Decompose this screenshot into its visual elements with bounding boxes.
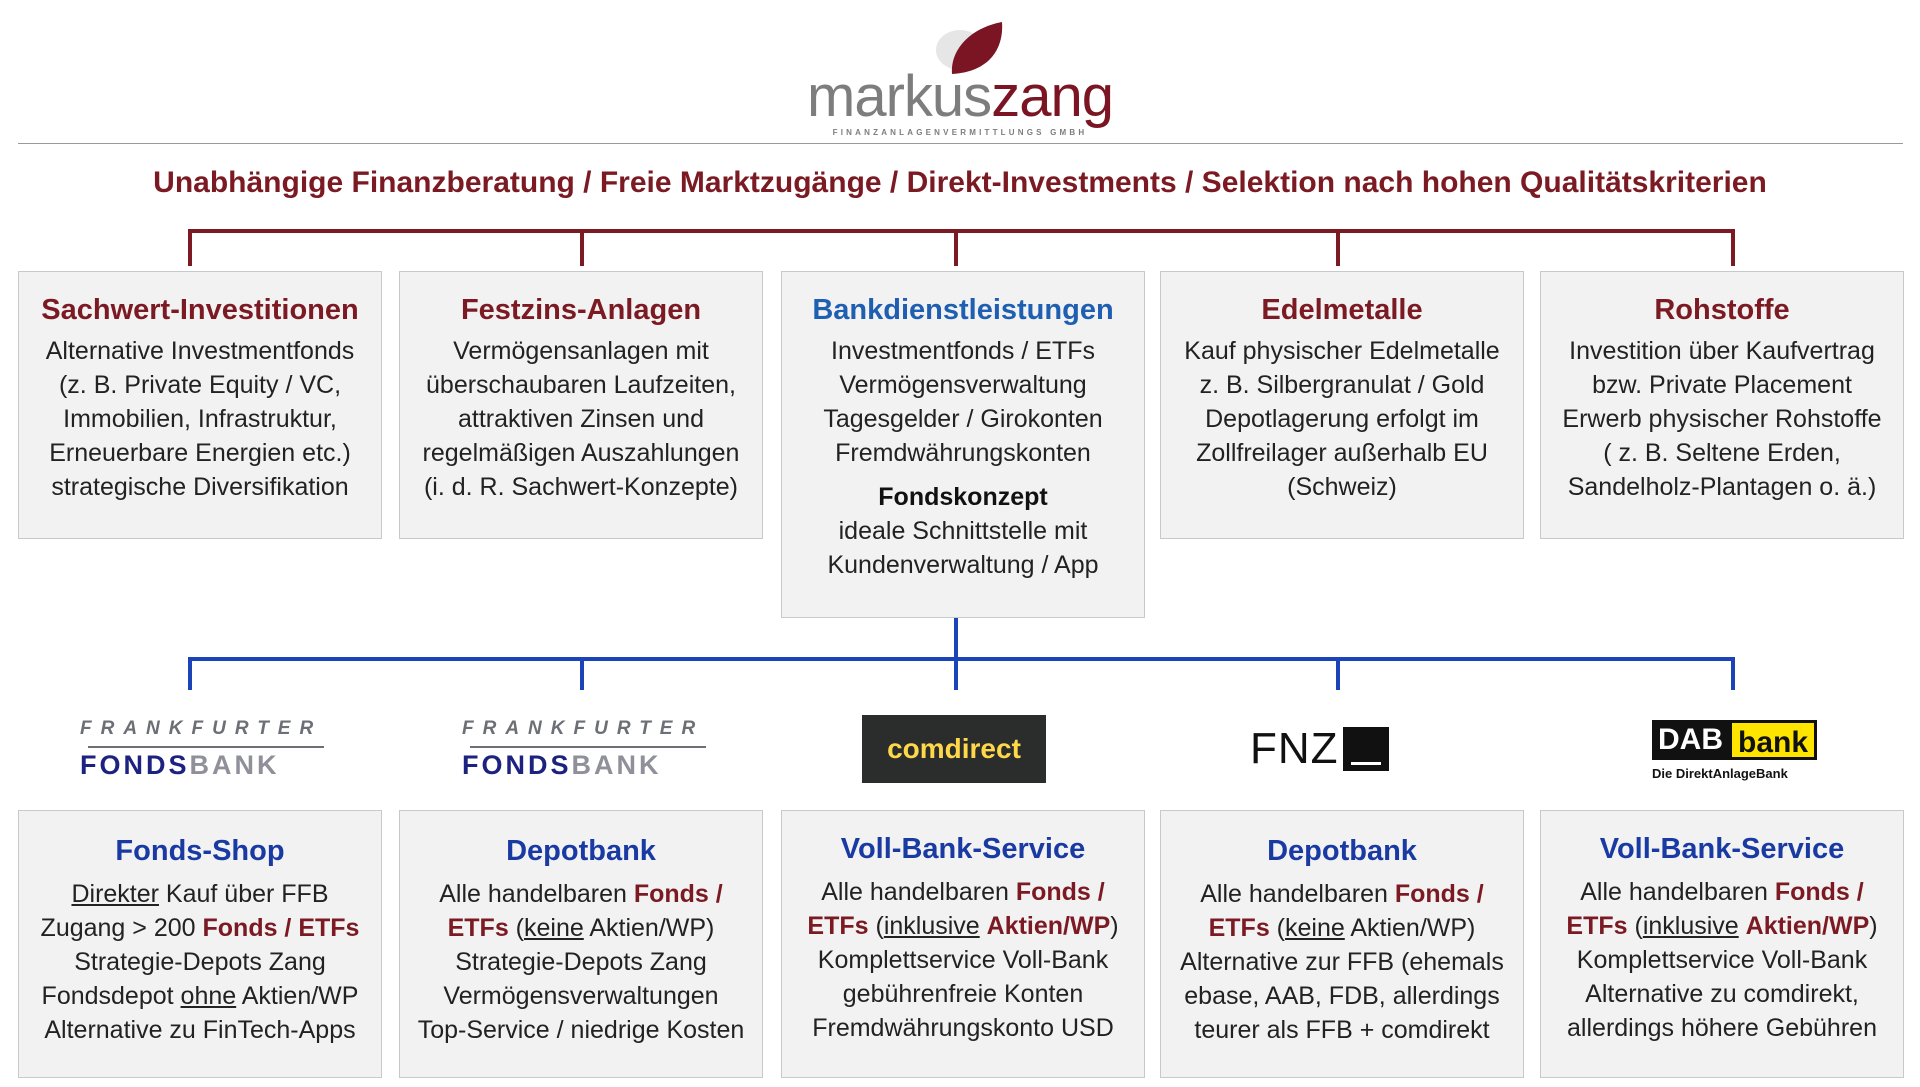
bank-box-title: Voll-Bank-Service [840,833,1086,865]
tagline: Unabhängige Finanzberatung / Freie Marktzugänge / Direkt-Investments / Selektion nach hohen Qualitätskriterien [153,166,1767,199]
bank-line: ETFs (keine Aktien/WP) [1208,914,1476,942]
bank-box-title: Voll-Bank-Service [1599,833,1845,865]
bank-box-depotbank-fnz [1160,810,1524,1078]
category-box-edelmetalle [1160,271,1524,539]
fnz-logo [1250,724,1389,774]
category-title: Sachwert-Investitionen [41,294,359,326]
bank-line: Zugang > 200 Fonds / ETFs [40,914,360,942]
category-line: ( z. B. Seltene Erden, [1603,439,1841,467]
logo-wordmark: markuszang [807,64,1113,129]
category-line: (i. d. R. Sachwert-Konzepte) [423,473,738,501]
category-line: strategische Diversifikation [51,473,349,501]
bank-box-title: Depotbank [1267,835,1417,867]
bottom-connector [190,618,1733,690]
bank-line: ETFs (inklusive Aktien/WP) [807,912,1119,940]
category-line: (Schweiz) [1287,473,1397,501]
bank-line: ETFs (keine Aktien/WP) [447,914,715,942]
bank-box-dab [1540,810,1904,1078]
bank-line: ETFs (inklusive Aktien/WP) [1566,912,1878,940]
category-line: Erwerb physischer Rohstoffe [1562,405,1882,433]
top-connector [190,229,1733,266]
category-box-festzins [399,271,763,539]
bank-line: Alle handelbaren Fonds / [439,880,723,908]
ffb-logo-word: FONDSBANK [462,750,662,780]
bank-line: Alternative zur FFB (ehemals [1180,948,1504,976]
bank-box-fonds-shop [18,810,382,1078]
bank-line: allerdings höhere Gebühren [1567,1014,1877,1042]
category-line: Kauf physischer Edelmetalle [1184,337,1500,365]
category-line: regelmäßigen Auszahlungen [422,439,740,467]
category-line: ideale Schnittstelle mit [838,517,1088,545]
comdirect-logo: comdirect [862,715,1046,783]
dab-logo-text: DAB [1652,720,1729,760]
frankfurter-fondsbank-logo [462,718,712,780]
bank-box-depotbank-ffb [399,810,763,1078]
category-line: Fremdwährungskonten [835,439,1091,467]
category-line: Investmentfonds / ETFs [831,337,1095,365]
category-line: Kundenverwaltung / App [827,551,1099,579]
category-line: Investition über Kaufvertrag [1569,337,1875,365]
category-box-sachwert [18,271,382,539]
bank-line: Fondsdepot ohne Aktien/WP [41,982,359,1010]
bank-line: Alle handelbaren Fonds / [821,878,1105,906]
category-title: Edelmetalle [1261,294,1423,326]
bank-box-comdirect [781,810,1145,1078]
bank-line: Alle handelbaren Fonds / [1200,880,1484,908]
category-title: Festzins-Anlagen [460,294,702,326]
category-line: z. B. Silbergranulat / Gold [1199,371,1485,399]
bank-line: Strategie-Depots Zang [455,948,707,976]
bank-line: Fremdwährungskonto USD [812,1014,1114,1042]
bank-box-title: Depotbank [506,835,656,867]
ffb-logo-word: FONDSBANK [80,750,280,780]
category-line: Vermögensverwaltung [839,371,1087,399]
bank-line: Komplettservice Voll-Bank [1576,946,1868,974]
bank-box-title: Fonds-Shop [115,835,285,867]
category-title: Bankdienstleistungen [812,294,1114,326]
category-line: bzw. Private Placement [1592,371,1852,399]
category-title: Rohstoffe [1654,294,1790,326]
bank-line: Komplettservice Voll-Bank [817,946,1109,974]
category-line: (z. B. Private Equity / VC, [58,371,342,399]
fnz-logo-block [1343,727,1389,771]
bank-line: Top-Service / niedrige Kosten [417,1016,745,1044]
bank-line: Alle handelbaren Fonds / [1580,878,1864,906]
dab-logo-bank: bank [1729,720,1817,760]
ffb-logo-top: FRANKFURTER [462,718,705,739]
logo-subtitle: FINANZANLAGENVERMITTLUNGS GMBH [832,128,1088,137]
fnz-logo-text: FNZ [1250,724,1339,773]
dab-logo-tagline: Die DirektAnlageBank [1652,766,1788,781]
category-line: überschaubaren Laufzeiten, [426,371,736,399]
bank-line: Alternative zu comdirekt, [1585,980,1859,1008]
ffb-logo-top: FRANKFURTER [80,718,323,739]
category-line: Tagesgelder / Girokonten [823,405,1103,433]
category-line: Vermögensanlagen mit [453,337,709,365]
bank-line: gebührenfreie Konten [842,980,1084,1008]
category-line: Zollfreilager außerhalb EU [1196,439,1488,467]
bank-line: Vermögensverwaltungen [443,982,719,1010]
bank-line: Strategie-Depots Zang [74,948,326,976]
bank-line: teurer als FFB + comdirekt [1194,1016,1490,1044]
category-line: Depotlagerung erfolgt im [1205,405,1479,433]
ffb-logo-rule [470,746,706,748]
dab-bank-logo [1652,720,1812,786]
frankfurter-fondsbank-logo [80,718,330,780]
bank-line: Direkter Kauf über FFB [71,880,329,908]
category-box-bankdienstleistungen [781,271,1145,618]
ffb-logo-rule [88,746,324,748]
bank-line: ebase, AAB, FDB, allerdings [1184,982,1500,1010]
category-line: Alternative Investmentfonds [45,337,355,365]
category-line: Immobilien, Infrastruktur, [63,405,337,433]
category-box-rohstoffe [1540,271,1904,539]
category-line: attraktiven Zinsen und [458,405,704,433]
bank-line: Alternative zu FinTech-Apps [44,1016,356,1044]
category-subheading: Fondskonzept [878,483,1048,511]
category-line: Sandelholz-Plantagen o. ä.) [1567,473,1877,501]
category-line: Erneuerbare Energien etc.) [49,439,351,467]
